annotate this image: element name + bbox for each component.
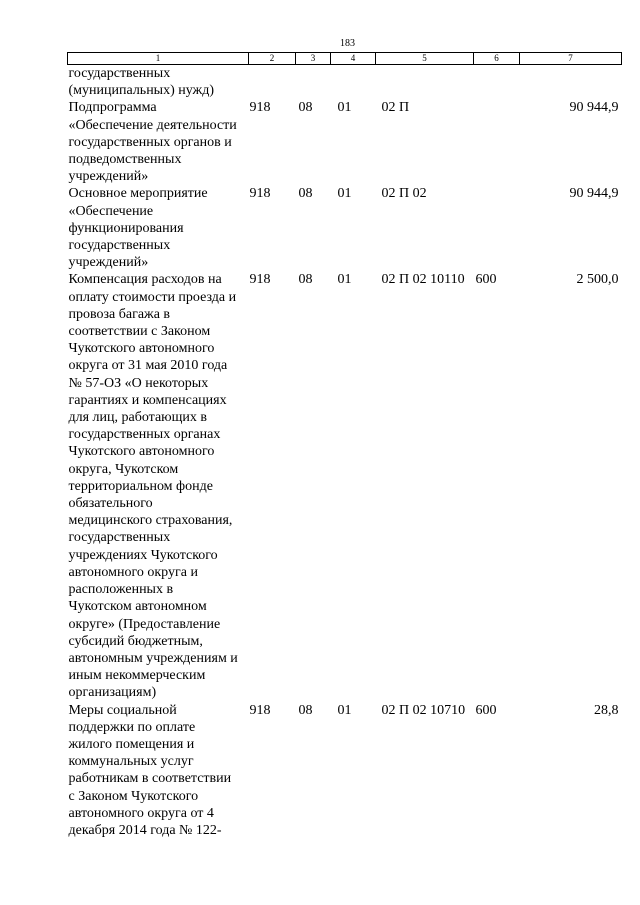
row-name-line: декабря 2014 года № 122- <box>68 822 222 838</box>
row-csr-cell: 02 П 02 10710 <box>381 702 466 718</box>
row-vr-cell: 600 <box>475 272 497 288</box>
budget-table <box>67 52 622 839</box>
table-header <box>68 53 622 65</box>
table-row <box>68 702 622 840</box>
header-col-6: 6 <box>474 53 520 65</box>
row-name-cell <box>68 271 249 701</box>
row-name-line: работникам в соответствии <box>68 771 232 787</box>
header-col-5: 5 <box>376 53 474 65</box>
row-sum-cell <box>520 65 622 100</box>
row-name-line: медицинского страхования, <box>68 513 233 529</box>
row-name-cell <box>68 702 249 840</box>
row-name-line: с Законом Чукотского <box>68 788 199 804</box>
row-name-line: Компенсация расходов на <box>68 272 222 288</box>
row-name-line: жилого помещения и <box>68 736 195 752</box>
row-name-line: для лиц, работающих в <box>68 410 208 426</box>
row-name-line: государственных <box>68 66 171 81</box>
row-pr-cell: 01 <box>337 702 352 718</box>
row-sum-cell: 90 944,9 <box>569 100 619 116</box>
row-vr-cell <box>474 99 520 185</box>
row-name-line: учреждений» <box>68 255 149 271</box>
row-name-line: территориальном фонде <box>68 478 213 494</box>
row-name-line: «Обеспечение деятельности <box>68 117 237 133</box>
row-sum-cell: 2 500,0 <box>576 272 619 288</box>
row-csr-cell: 02 П 02 <box>381 186 427 202</box>
row-name-line: государственных <box>68 530 171 546</box>
row-rz-cell: 08 <box>298 702 313 718</box>
row-name-line: поддержки по оплате <box>68 719 196 735</box>
row-name-line: «Обеспечение <box>68 203 154 219</box>
row-name-cell <box>68 99 249 185</box>
page-number: 183 <box>340 38 355 49</box>
row-pr-cell: 01 <box>337 100 352 116</box>
row-name-line: субсидий бюджетным, <box>68 633 203 649</box>
row-name-line: государственных органах <box>68 427 221 443</box>
row-name-line: иным некоммерческим <box>68 668 206 684</box>
header-col-1: 1 <box>68 53 249 65</box>
header-col-4: 4 <box>331 53 376 65</box>
row-name-line: обязательного <box>68 496 153 512</box>
header-col-7: 7 <box>520 53 622 65</box>
row-name-line: округа, Чукотском <box>68 461 179 477</box>
row-grbs-cell: 918 <box>249 186 271 202</box>
row-sum-cell: 90 944,9 <box>569 186 619 202</box>
row-name-line: гарантиях и компенсациях <box>68 392 227 408</box>
row-name-cell <box>68 185 249 271</box>
row-name-line: государственных <box>68 238 171 254</box>
header-row <box>68 53 622 65</box>
row-csr-cell: 02 П <box>381 100 410 116</box>
row-pr-cell: 01 <box>337 272 352 288</box>
row-sum-cell: 28,8 <box>594 702 619 718</box>
row-csr-cell: 02 П 02 10110 <box>381 272 465 288</box>
row-name-line: автономного округа и <box>68 564 198 580</box>
table-row <box>68 65 622 100</box>
header-col-3: 3 <box>296 53 331 65</box>
row-rz-cell: 08 <box>298 186 313 202</box>
row-vr-cell <box>474 185 520 271</box>
row-name-line: оплату стоимости проезда и <box>68 289 237 305</box>
row-name-line: автономным учреждениям и <box>68 650 238 666</box>
row-rz-cell: 08 <box>298 272 313 288</box>
row-rz-cell: 08 <box>298 100 313 116</box>
row-name-line: подведомственных <box>68 152 182 168</box>
header-col-2: 2 <box>249 53 296 65</box>
row-name-line: расположенных в <box>68 582 174 598</box>
row-grbs-cell: 918 <box>249 702 271 718</box>
table-body <box>68 65 622 840</box>
row-name-line: организациям) <box>68 685 157 701</box>
row-pr-cell: 01 <box>337 186 352 202</box>
row-pr-cell <box>331 65 376 100</box>
row-csr-cell <box>376 65 474 100</box>
row-name-line: Чукотского автономного <box>68 341 215 357</box>
table-row <box>68 99 622 185</box>
row-grbs-cell: 918 <box>249 100 271 116</box>
row-rz-cell <box>296 65 331 100</box>
row-name-line: Чукотского автономного <box>68 444 215 460</box>
row-grbs-cell <box>249 65 296 100</box>
row-name-line: Меры социальной <box>68 702 177 718</box>
row-name-line: округа от 31 мая 2010 года <box>68 358 228 374</box>
row-vr-cell <box>474 65 520 100</box>
table-row <box>68 271 622 701</box>
row-name-cell <box>68 65 249 100</box>
row-name-line: учреждений» <box>68 169 149 185</box>
row-name-line: № 57-ОЗ «О некоторых <box>68 375 209 391</box>
row-name-line: Чукотском автономном <box>68 599 207 615</box>
row-name-line: Подпрограмма <box>68 100 157 116</box>
row-name-line: автономного округа от 4 <box>68 805 214 821</box>
row-name-line: округе» (Предоставление <box>68 616 221 632</box>
row-vr-cell: 600 <box>475 702 497 718</box>
row-name-line: соответствии с Законом <box>68 324 211 340</box>
row-name-line: коммунальных услуг <box>68 754 194 770</box>
row-name-line: (муниципальных) нужд) <box>68 83 215 99</box>
row-name-line: государственных органов и <box>68 134 232 150</box>
row-name-line: функционирования <box>68 220 184 236</box>
row-name-line: учреждениях Чукотского <box>68 547 218 563</box>
row-name-line: Основное мероприятие <box>68 186 208 202</box>
row-name-line: провоза багажа в <box>68 306 171 322</box>
row-grbs-cell: 918 <box>249 272 271 288</box>
table-row <box>68 185 622 271</box>
